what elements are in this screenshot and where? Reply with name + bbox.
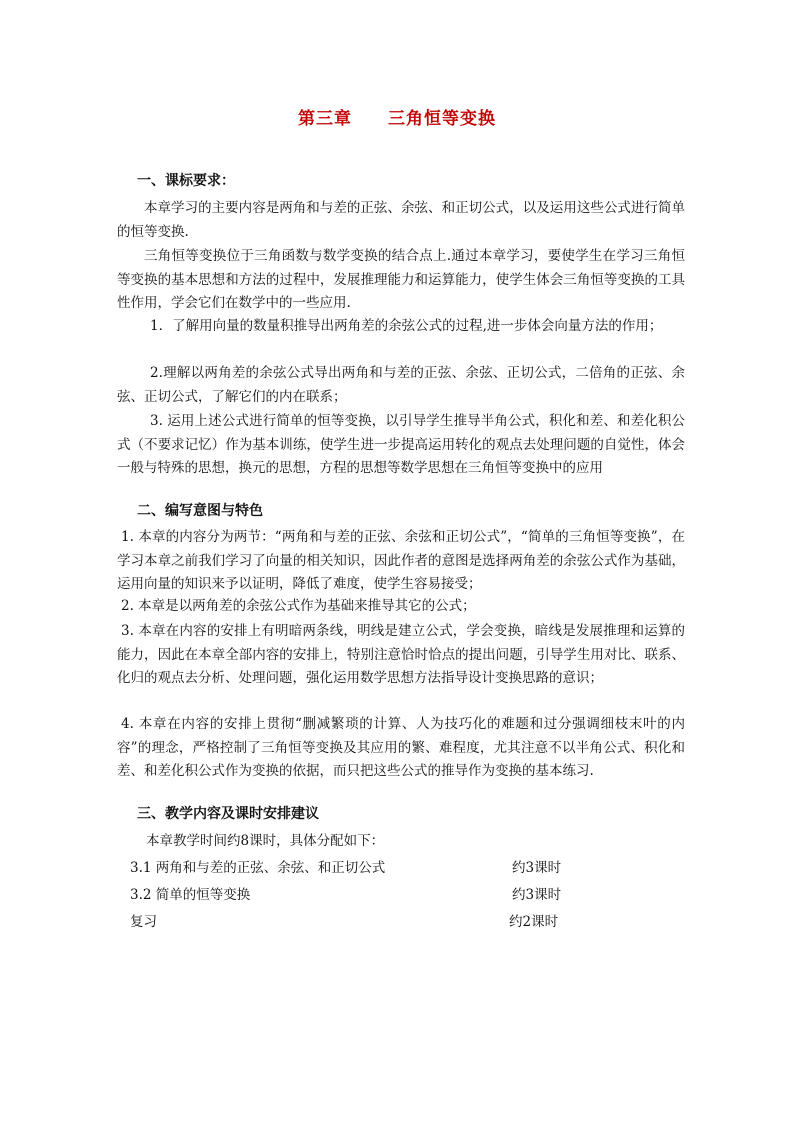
- chapter-name: 三角恒等变换: [388, 109, 496, 129]
- chapter-number: 第三章: [298, 109, 352, 129]
- section-heading-2: 二、编写意图与特色: [137, 503, 263, 519]
- schedule-topic-1: 3.1 两角和与差的正弦、余弦、和正切公式: [130, 860, 386, 876]
- requirement-item-3: 3. 运用上述公式进行简单的恒等变换，以引导学生推导半角公式，积化和差、和差化积公式（不要求记忆）作为基本训练，使学生进一步提高运用转化的观点去处理问题的自觉性，体会一般与特殊的思想，换元的思想，方程的思想等数学思想在三角恒等变换中的应用: [117, 413, 685, 476]
- schedule-intro: 本章教学时间约8课时，具体分配如下：: [146, 833, 385, 849]
- schedule-topic-3: 复习: [130, 914, 157, 930]
- paragraph-overview: 三角恒等变换位于三角函数与数学变换的结合点上.通过本章学习，要使学生在学习三角恒等变换的基本思想和方法的过程中，发展推理能力和运算能力，使学生体会三角恒等变换的工具性作用，学会它们在数学中的一些应用.: [117, 248, 685, 311]
- requirement-item-2: 2.理解以两角差的余弦公式导出两角和与差的正弦、余弦、正切公式，二倍角的正弦、余弦、正切公式，了解它们的内在联系；: [117, 365, 685, 405]
- paragraph-intro: 本章学习的主要内容是两角和与差的正弦、余弦、和正切公式，以及运用这些公式进行简单的恒等变换.: [117, 200, 685, 240]
- feature-item-4: 4. 本章在内容的安排上贯彻“删减繁琐的计算、人为技巧化的难题和过分强调细枝末叶的内容”的理念，严格控制了三角恒等变换及其应用的繁、难程度，尤其注意不以半角公式、积化和差、和差化积公式作为变换的依据，而只把这些公式的推导作为变换的基本练习.: [117, 716, 685, 779]
- feature-item-2: 2. 本章是以两角差的余弦公式作为基础来推导其它的公式；: [121, 598, 476, 614]
- feature-item-1: 1. 本章的内容分为两节：“两角和与差的正弦、余弦和正切公式”，“简单的三角恒等变换”，在学习本章之前我们学习了向量的相关知识，因此作者的意图是选择两角差的余弦公式作为基础，运用向量的知识来予以证明，降低了难度，使学生容易接受；: [117, 529, 685, 592]
- schedule-time-1: 约3课时: [512, 860, 562, 876]
- feature-item-3: 3. 本章在内容的安排上有明暗两条线，明线是建立公式，学会变换，暗线是发展推理和运算的能力，因此在本章全部内容的安排上，特别注意恰时恰点的提出问题，引导学生用对比、联系、化归的观点去分析、处理问题，强化运用数学思想方法指导设计变换思路的意识；: [117, 623, 685, 686]
- section-heading-3: 三、教学内容及课时安排建议: [137, 806, 319, 822]
- schedule-time-3: 约2课时: [509, 914, 559, 930]
- schedule-topic-2: 3.2 简单的恒等变换: [130, 887, 251, 903]
- page-title: [0, 104, 794, 129]
- section-heading-1: 一、课标要求：: [137, 173, 235, 189]
- schedule-time-2: 约3课时: [512, 887, 562, 903]
- requirement-item-1: 1．了解用向量的数量积推导出两角差的余弦公式的过程,进一步体会向量方法的作用；: [150, 318, 663, 334]
